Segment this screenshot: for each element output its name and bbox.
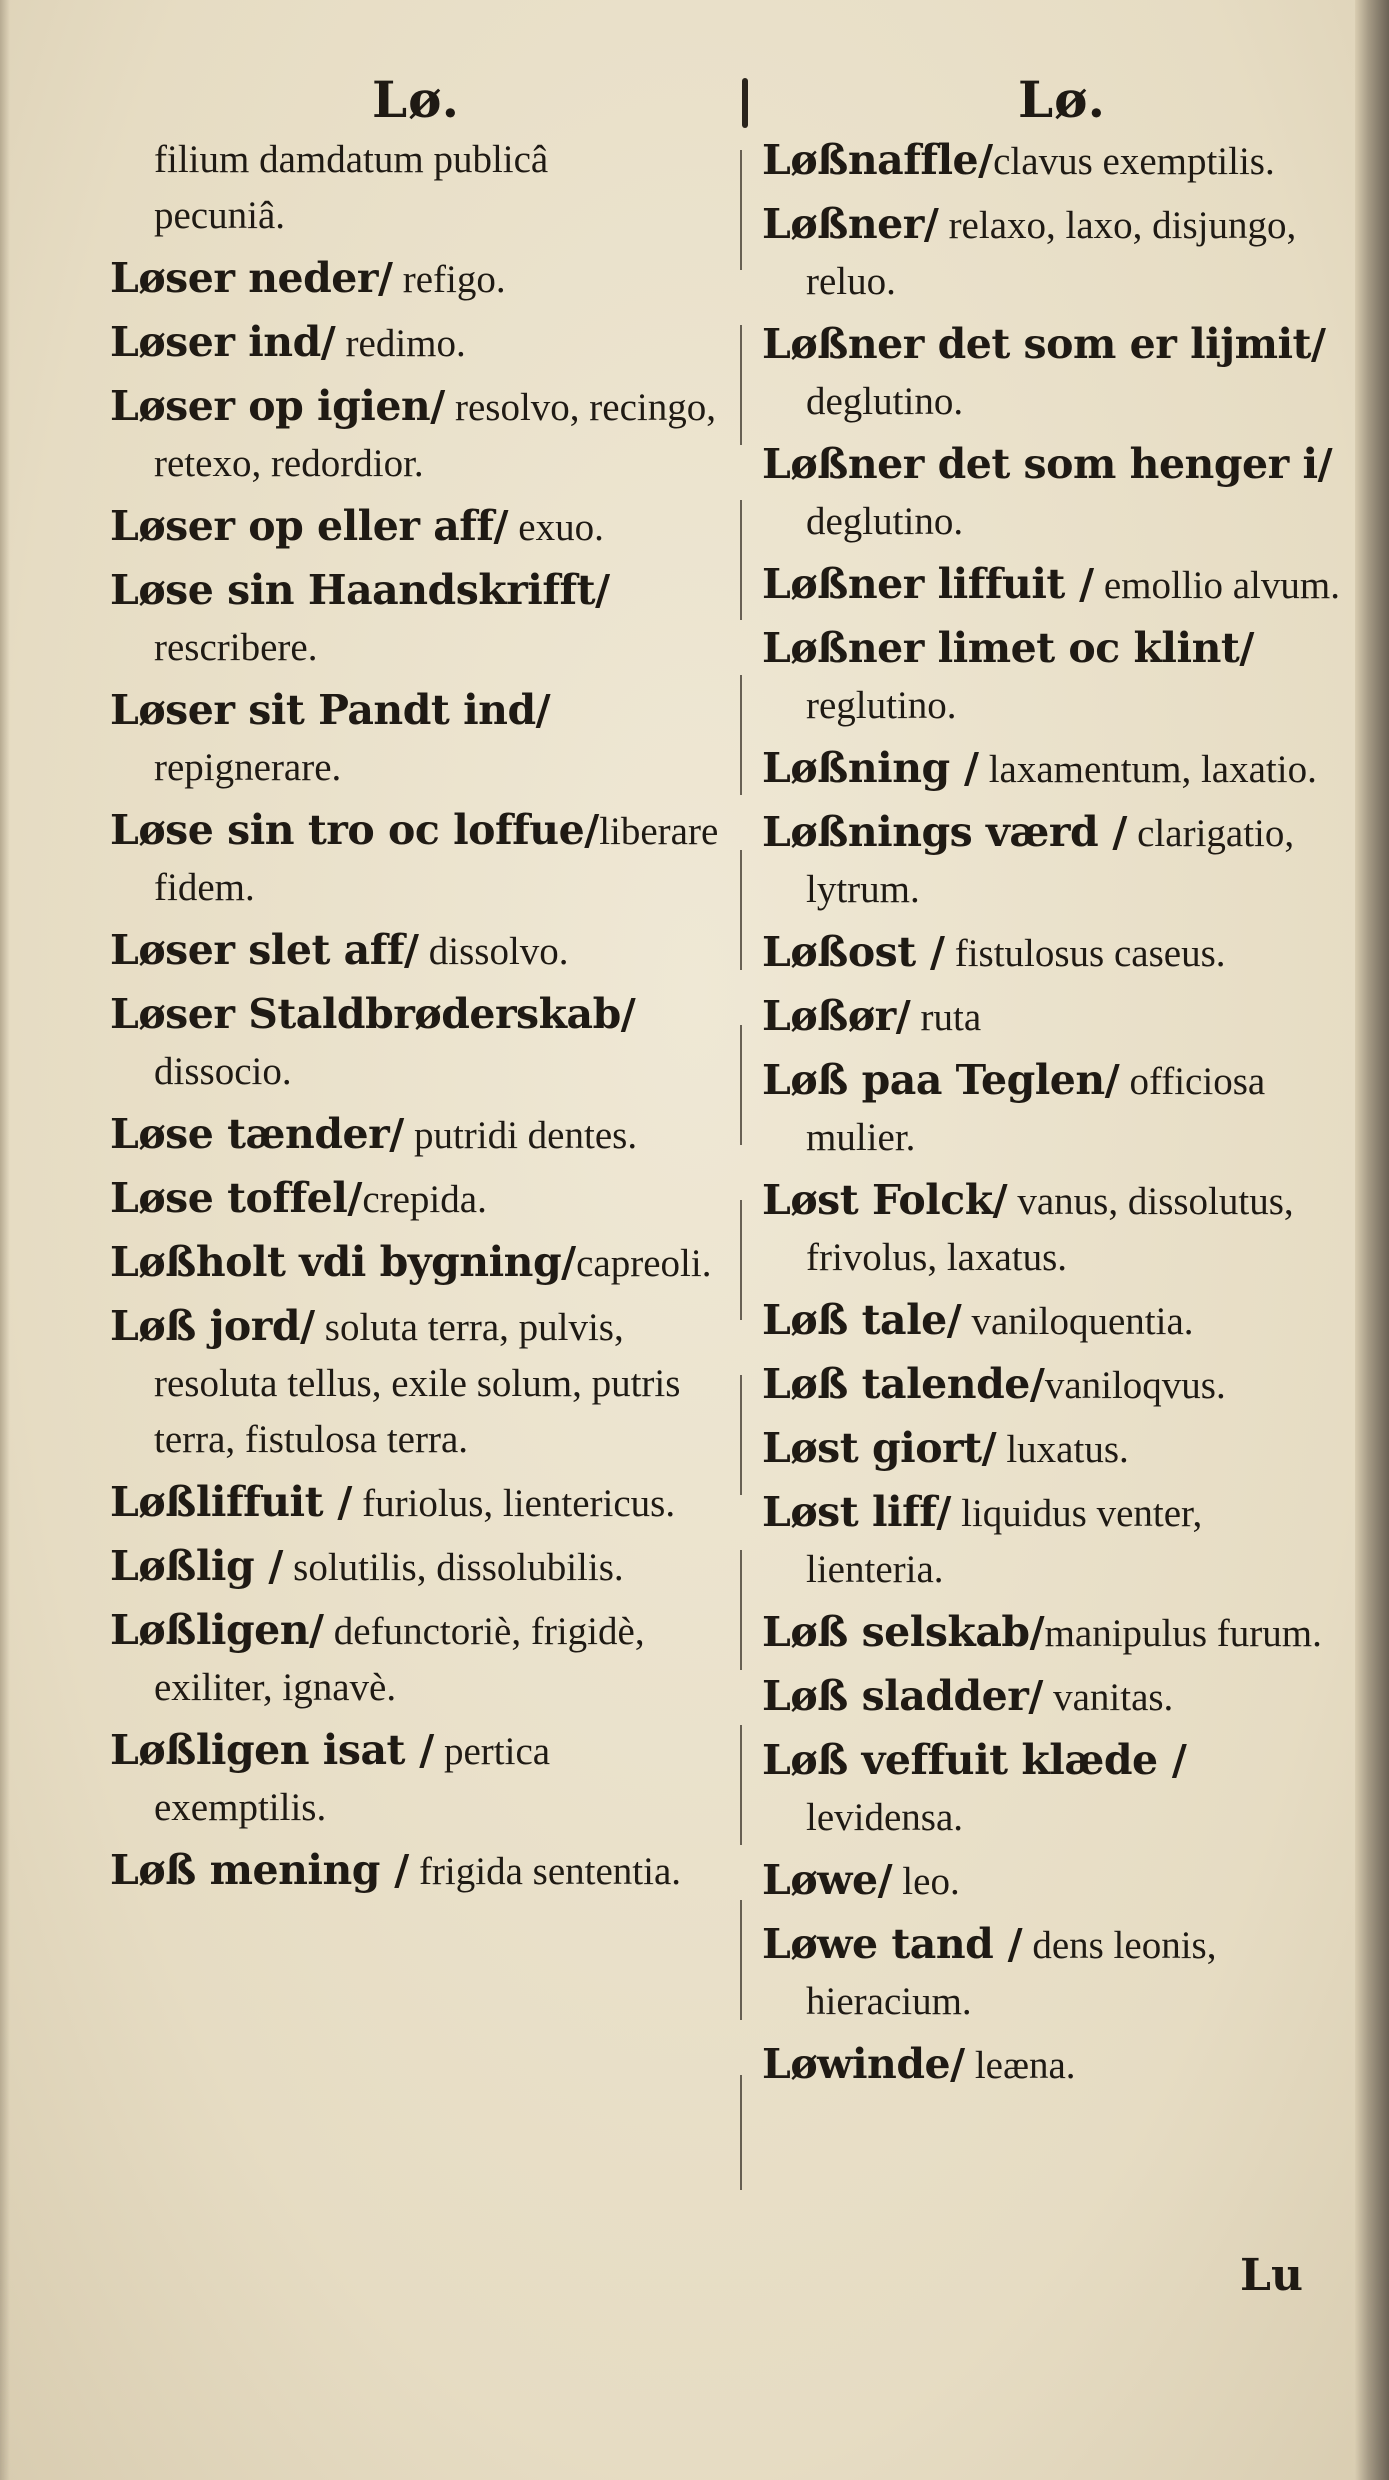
dictionary-entry (110, 1474, 720, 1532)
dictionary-entry (110, 378, 720, 492)
entry-headword: Løst giort (762, 1424, 982, 1472)
entry-headword: Løß sladder (762, 1672, 1029, 1720)
entry-definition: deglutino. (806, 500, 964, 543)
continuation-line: filium damdatum publicâ (154, 138, 549, 181)
right-column (762, 132, 1347, 2100)
entry-definition: liquidus venter, lienteria. (806, 1492, 1203, 1591)
entry-definition: crepida. (362, 1178, 487, 1221)
dictionary-entry (762, 1420, 1347, 1478)
entry-separator: / (915, 928, 945, 976)
dictionary-entry (762, 1916, 1347, 2030)
entry-headword: Løß selskab (762, 1608, 1030, 1656)
entry-separator: / (535, 686, 551, 734)
entry-definition: clavus exemptilis. (993, 140, 1275, 183)
entry-separator: / (1157, 1736, 1187, 1784)
dictionary-entry (110, 498, 720, 556)
entry-headword: Løßnings værd (762, 808, 1099, 856)
dictionary-entry (762, 436, 1347, 550)
entry-separator: / (993, 1920, 1023, 1968)
entry-separator: / (1239, 624, 1255, 672)
entry-definition: solutilis, dissolubilis. (283, 1546, 624, 1589)
continuation-line: pecuniâ. (154, 194, 286, 237)
entry-definition: dissocio. (154, 1050, 292, 1093)
entry-headword: Løßnaffle (762, 136, 979, 184)
entry-definition: emollio alvum. (1094, 564, 1340, 607)
dictionary-entry (762, 740, 1347, 798)
entry-headword: Løser sit Pandt ind (110, 686, 536, 734)
dictionary-entry (762, 1052, 1347, 1166)
entry-separator: / (949, 744, 979, 792)
entry-definition: relaxo, laxo, disjungo, reluo. (806, 204, 1297, 303)
entry-separator: / (404, 1726, 435, 1774)
column-rule (740, 150, 742, 2190)
entry-separator: / (584, 806, 600, 854)
dictionary-entry (110, 1106, 720, 1164)
entry-separator: / (404, 926, 419, 974)
entry-separator: / (1311, 320, 1326, 368)
entry-definition: clarigatio, lytrum. (806, 812, 1295, 911)
entry-separator: / (1104, 1056, 1120, 1104)
entry-separator: / (923, 200, 939, 248)
entry-headword: Løßlig (110, 1542, 255, 1590)
entry-definition: refigo. (392, 258, 506, 301)
dictionary-entry (762, 1668, 1347, 1726)
entry-headword: Løser ind (110, 318, 321, 366)
entry-definition: resolvo, recingo, retexo, redordior. (154, 386, 716, 485)
entry-headword: Løßning (762, 744, 950, 792)
entry-headword: Løßliffuit (110, 1478, 324, 1526)
entry-separator: / (877, 1856, 893, 1904)
entry-separator: / (1098, 808, 1128, 856)
entry-separator: / (946, 1296, 962, 1344)
entry-separator: / (561, 1238, 577, 1286)
entry-separator: / (1028, 1672, 1044, 1720)
entry-headword: Løß talende (762, 1360, 1030, 1408)
running-head-left: Lø. (372, 70, 461, 129)
continuation-text (110, 132, 720, 244)
entry-separator: / (1317, 440, 1333, 488)
entry-separator: / (377, 254, 393, 302)
entry-definition: capreoli. (576, 1242, 712, 1285)
entry-headword: Løst liff (762, 1488, 937, 1536)
entry-separator: / (895, 992, 911, 1040)
entry-definition: liberare fidem. (154, 810, 719, 909)
entry-separator: / (1029, 1608, 1045, 1656)
entry-definition: vaniloquentia. (961, 1300, 1194, 1343)
entry-headword: Løwe tand (762, 1920, 994, 1968)
entry-separator: / (309, 1606, 325, 1654)
dictionary-entry (110, 1538, 720, 1596)
entry-headword: Løser neder (110, 254, 378, 302)
entry-definition: officiosa mulier. (806, 1060, 1266, 1159)
entry-headword: Løßost (762, 928, 916, 976)
entry-definition: levidensa. (806, 1796, 964, 1839)
entry-headword: Løse sin Haandskrifft (110, 566, 596, 614)
entry-headword: Løser Staldbrøderskab (110, 990, 621, 1038)
entry-headword: Løse tænder (110, 1110, 390, 1158)
dictionary-entry (110, 250, 720, 308)
entry-headword: Løß jord (110, 1302, 301, 1350)
entry-definition: dissolvo. (419, 930, 569, 973)
entry-separator: / (936, 1488, 952, 1536)
entry-headword: Løß tale (762, 1296, 947, 1344)
dictionary-entry (762, 1852, 1347, 1910)
entry-separator: / (300, 1302, 316, 1350)
dictionary-entry (110, 1602, 720, 1716)
dictionary-entry (762, 1484, 1347, 1598)
entry-definition: pertica exemptilis. (154, 1730, 551, 1829)
entry-separator: / (493, 502, 509, 550)
entry-definition: exuo. (508, 506, 604, 549)
entry-separator: / (981, 1424, 997, 1472)
dictionary-entry (762, 132, 1347, 190)
entry-definition: ruta (910, 996, 982, 1039)
dictionary-entry (762, 556, 1347, 614)
dictionary-entry (110, 562, 720, 676)
entry-headword: Løßholt vdi bygning (110, 1238, 562, 1286)
entry-separator: / (323, 1478, 353, 1526)
entry-definition: leæna. (965, 2044, 1076, 2087)
entry-headword: Løßner (762, 200, 924, 248)
entry-separator: / (379, 1846, 410, 1894)
entry-separator: / (620, 990, 636, 1038)
entry-headword: Løß veffuit klæde (762, 1736, 1158, 1784)
entry-definition: deglutino. (806, 380, 964, 423)
page-gutter-shadow (0, 0, 10, 2480)
entry-headword: Løser op eller aff (110, 502, 494, 550)
dictionary-entry (762, 804, 1347, 918)
running-head-right: Lø. (1018, 70, 1107, 129)
dictionary-entry (110, 314, 720, 372)
entry-headword: Løßner det som er lijmit (762, 320, 1311, 368)
entry-definition: frigida sententia. (409, 1850, 682, 1893)
entry-headword: Løßner limet oc klint (762, 624, 1240, 672)
entry-headword: Løßligen isat (110, 1726, 405, 1774)
dictionary-entry (110, 682, 720, 796)
entry-separator: / (950, 2040, 966, 2088)
entry-definition: vanitas. (1043, 1676, 1174, 1719)
entry-definition: dens leonis, hieracium. (806, 1924, 1217, 2023)
entry-definition: redimo. (335, 322, 466, 365)
entry-separator: / (389, 1110, 405, 1158)
entry-headword: Løßner det som henger i (762, 440, 1318, 488)
entry-headword: Løser slet aff (110, 926, 405, 974)
entry-definition: luxatus. (996, 1428, 1129, 1471)
dictionary-entry (762, 2036, 1347, 2094)
dictionary-entry (762, 196, 1347, 310)
entry-separator: / (254, 1542, 284, 1590)
dictionary-entry (110, 922, 720, 980)
entry-definition: vanus, dissolutus, frivolus, laxatus. (806, 1180, 1294, 1279)
dictionary-entry (762, 1356, 1347, 1414)
dictionary-entry (762, 1172, 1347, 1286)
entry-headword: Løß mening (110, 1846, 380, 1894)
entry-definition: furiolus, lientericus. (352, 1482, 676, 1525)
entry-definition: fistulosus caseus. (944, 932, 1226, 975)
entry-headword: Løse toffel (110, 1174, 348, 1222)
catchword: Lu (1240, 2250, 1303, 2301)
entry-definition: soluta terra, pulvis, resoluta tellus, exile solum, putris terra, fistulosa terra. (154, 1306, 681, 1461)
dictionary-entry (110, 1298, 720, 1468)
entry-separator: / (1064, 560, 1095, 608)
dictionary-entry (762, 316, 1347, 430)
entry-definition: leo. (892, 1860, 960, 1903)
entry-headword: Løßligen (110, 1606, 310, 1654)
entry-separator: / (595, 566, 611, 614)
entry-separator: / (1029, 1360, 1045, 1408)
dictionary-entry (110, 1170, 720, 1228)
left-entry-list (110, 250, 720, 1900)
entry-headword: Løß paa Teglen (762, 1056, 1105, 1104)
entry-headword: Løwinde (762, 2040, 951, 2088)
entry-separator: / (992, 1176, 1008, 1224)
left-column (110, 132, 720, 1906)
dictionary-entry (762, 988, 1347, 1046)
entry-headword: Løßør (762, 992, 896, 1040)
entry-headword: Løser op igien (110, 382, 431, 430)
page-edge-shadow (1355, 0, 1389, 2480)
dictionary-entry (110, 1842, 720, 1900)
entry-definition: rescribere. (154, 626, 318, 669)
entry-separator: / (430, 382, 446, 430)
dictionary-entry (762, 1732, 1347, 1846)
dictionary-entry (110, 1234, 720, 1292)
right-entry-list (762, 132, 1347, 2094)
dictionary-entry (110, 986, 720, 1100)
entry-separator: / (978, 136, 994, 184)
dictionary-entry (110, 1722, 720, 1836)
dictionary-entry (110, 802, 720, 916)
entry-headword: Løst Folck (762, 1176, 993, 1224)
entry-definition: putridi dentes. (404, 1114, 638, 1157)
entry-definition: repignerare. (154, 746, 342, 789)
dictionary-entry (762, 620, 1347, 734)
entry-definition: reglutino. (806, 684, 957, 727)
header-divider-mark (742, 78, 748, 128)
entry-separator: / (347, 1174, 363, 1222)
entry-separator: / (320, 318, 336, 366)
dictionary-entry (762, 1292, 1347, 1350)
entry-definition: defunctoriè, frigidè, exiliter, ignavè. (154, 1610, 645, 1709)
dictionary-entry (762, 1604, 1347, 1662)
entry-headword: Løwe (762, 1856, 878, 1904)
entry-definition: laxamentum, laxatio. (978, 748, 1317, 791)
dictionary-entry (762, 924, 1347, 982)
entry-definition: vaniloqvus. (1044, 1364, 1226, 1407)
entry-definition: manipulus furum. (1044, 1612, 1322, 1655)
entry-headword: Løßner liffuit (762, 560, 1065, 608)
entry-headword: Løse sin tro oc loffue (110, 806, 585, 854)
